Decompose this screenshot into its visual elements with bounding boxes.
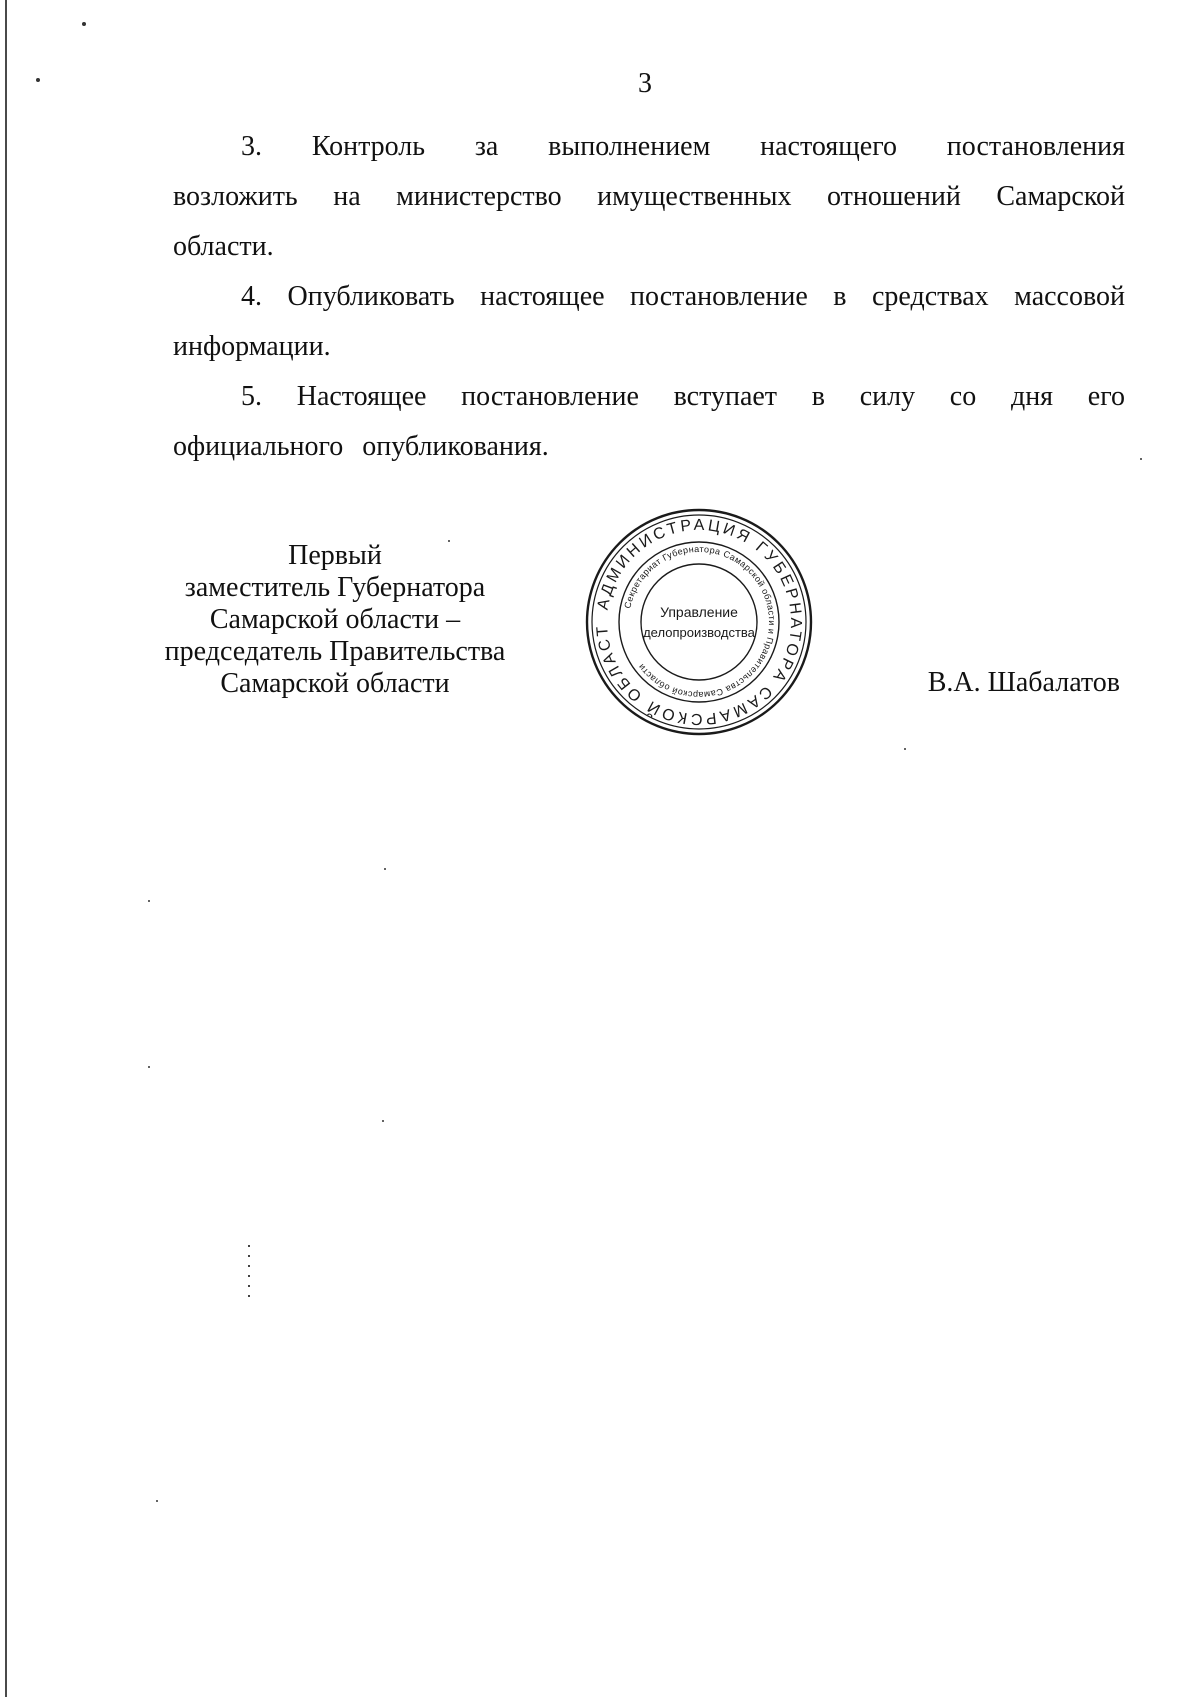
seal-center-line: делопроизводства — [643, 625, 755, 640]
scan-speck — [384, 868, 386, 870]
scan-speck — [382, 1120, 384, 1122]
paragraph-3 — [173, 122, 1125, 272]
paragraph-number: 4. — [241, 281, 262, 312]
paragraph-number: 5. — [241, 381, 262, 412]
signer-name: В.А. Шабалатов — [927, 667, 1120, 698]
scan-dots — [248, 1245, 251, 1305]
scan-speck — [148, 900, 150, 902]
signer-position-line: заместитель Губернатора — [184, 572, 486, 603]
page-number: 3 — [638, 68, 652, 99]
document-body — [173, 122, 1125, 472]
scan-speck — [82, 22, 86, 26]
seal-inner-text: Секретариат Губернатора Самарской области и Правительства Самарской области — [622, 543, 778, 701]
paragraph-text: Контроль за выполнением настоящего постановления возложить на министерство имущественных отношений Самарской области. — [173, 131, 1125, 262]
paragraph-number: 3. — [241, 131, 262, 162]
paragraph-5 — [173, 372, 1125, 472]
scan-speck — [904, 748, 906, 750]
scan-speck — [1140, 458, 1142, 460]
seal-outer-text: АДМИНИСТРАЦИЯ ГУБЕРНАТОРА САМАРСКОЙ ОБЛАСТ — [593, 516, 805, 728]
signer-position-line: председатель Правительства — [164, 636, 506, 667]
seal-center-line: Управление — [660, 604, 738, 620]
signer-position — [150, 540, 520, 700]
scan-speck — [148, 1066, 150, 1068]
official-seal-stamp — [583, 506, 815, 738]
paragraph-text: Опубликовать настоящее постановление в средствах массовой информации. — [173, 281, 1125, 362]
paragraph-4 — [173, 272, 1125, 372]
svg-text:Секретариат Губернатора Самарс — [622, 544, 777, 700]
scan-speck — [156, 1500, 158, 1502]
scan-edge-line — [5, 0, 7, 1697]
signer-position-line: Самарской области – — [209, 604, 461, 635]
signer-position-line: Самарской области — [220, 668, 450, 699]
signer-position-line: Первый — [288, 540, 382, 571]
paragraph-text: Настоящее постановление вступает в силу со дня его официального опубликования. — [173, 381, 1125, 462]
